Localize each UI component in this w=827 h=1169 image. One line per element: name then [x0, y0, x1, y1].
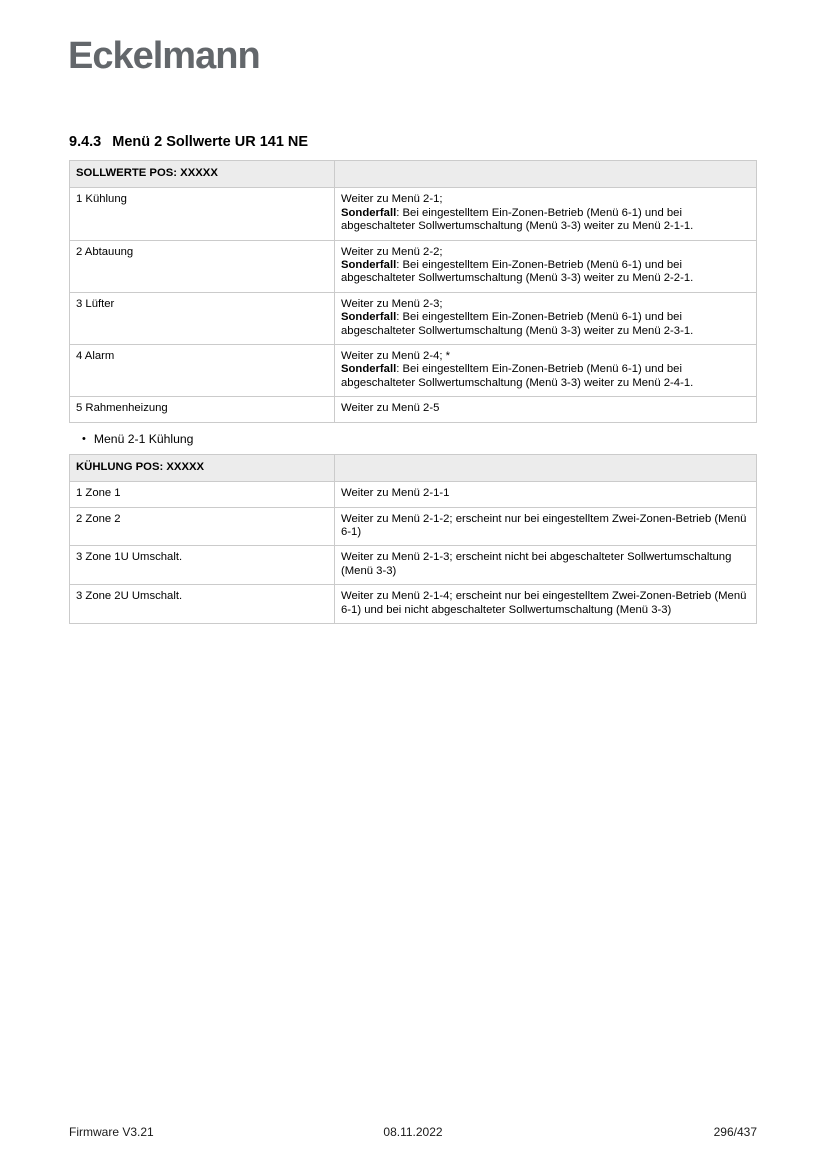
footer-firmware-version: Firmware V3.21: [69, 1125, 154, 1139]
table-row: [70, 240, 757, 292]
section-title: Menü 2 Sollwerte UR 141 NE: [112, 134, 309, 150]
page-content: [69, 160, 757, 624]
sonderfall-text: : Bei eingestelltem Ein-Zonen-Betrieb (Menü 6-1) und bei abgeschalteter Sollwertumschaltung (Menü 3-3) weiter zu Menü 2-4-1.: [341, 363, 694, 389]
description-cell: [335, 188, 757, 240]
menu-item-cell: 2 Zone 2: [70, 507, 335, 546]
description-line: [341, 363, 749, 390]
footer-page-number: 296/437: [713, 1125, 757, 1139]
sonderfall-label: Sonderfall: [341, 206, 397, 219]
description-cell: Weiter zu Menü 2-1-4; erscheint nur bei eingestelltem Zwei-Zonen-Betrieb (Menü 6-1) und bei nicht abgeschalteter Sollwertumschaltung (Menü 3-3): [335, 585, 757, 624]
description-line: [341, 311, 749, 338]
table-row: [70, 546, 757, 585]
description-line: Weiter zu Menü 2-2;: [341, 245, 443, 258]
table-row: [70, 507, 757, 546]
menu-item-cell: 1 Zone 1: [70, 482, 335, 507]
sonderfall-label: Sonderfall: [341, 311, 397, 324]
bullet-icon: •: [82, 432, 86, 445]
menu-item-cell: 3 Zone 1U Umschalt.: [70, 546, 335, 585]
footer-date: 08.11.2022: [383, 1125, 443, 1139]
table-header-row: [70, 454, 757, 481]
table-header-cell: KÜHLUNG POS: XXXXX: [70, 454, 335, 481]
menu-item-cell: 2 Abtauung: [70, 240, 335, 292]
bullet-list-item: [82, 432, 757, 446]
description-cell: Weiter zu Menü 2-1-1: [335, 482, 757, 507]
description-cell: Weiter zu Menü 2-1-3; erscheint nicht bei abgeschalteter Sollwertumschaltung (Menü 3-3): [335, 546, 757, 585]
menu-item-cell: 4 Alarm: [70, 345, 335, 397]
table-header-cell: SOLLWERTE POS: XXXXX: [70, 161, 335, 188]
menu-item-cell: 3 Lüfter: [70, 292, 335, 344]
sollwerte-table: [69, 160, 757, 423]
menu-item-cell: 1 Kühlung: [70, 188, 335, 240]
description-line: Weiter zu Menü 2-4; *: [341, 350, 451, 363]
description-cell: [335, 292, 757, 344]
company-logo: Eckelmann: [68, 35, 260, 77]
sonderfall-label: Sonderfall: [341, 363, 397, 376]
description-cell: [335, 397, 757, 422]
table-header-cell-empty: [335, 454, 757, 481]
menu-item-cell: 3 Zone 2U Umschalt.: [70, 585, 335, 624]
table-row: [70, 397, 757, 422]
sonderfall-text: : Bei eingestelltem Ein-Zonen-Betrieb (Menü 6-1) und bei abgeschalteter Sollwertumschaltung (Menü 3-3) weiter zu Menü 2-3-1.: [341, 311, 694, 337]
description-line: Weiter zu Menü 2-5: [341, 402, 440, 415]
menu-item-cell: 5 Rahmenheizung: [70, 397, 335, 422]
description-cell: [335, 240, 757, 292]
kuehlung-table: [69, 454, 757, 624]
bullet-label: Menü 2-1 Kühlung: [93, 431, 194, 446]
description-line: Weiter zu Menü 2-1;: [341, 193, 443, 206]
description-cell: Weiter zu Menü 2-1-2; erscheint nur bei eingestelltem Zwei-Zonen-Betrieb (Menü 6-1): [335, 507, 757, 546]
table-row: [70, 482, 757, 507]
table-row: [70, 345, 757, 397]
description-line: Weiter zu Menü 2-3;: [341, 297, 443, 310]
table-row: [70, 188, 757, 240]
sonderfall-text: : Bei eingestelltem Ein-Zonen-Betrieb (Menü 6-1) und bei abgeschalteter Sollwertumschaltung (Menü 3-3) weiter zu Menü 2-2-1.: [341, 259, 694, 285]
description-cell: [335, 345, 757, 397]
table-header-cell-empty: [335, 161, 757, 188]
table-row: [70, 585, 757, 624]
table-header-row: [70, 161, 757, 188]
section-number: 9.4.3: [69, 134, 102, 150]
sonderfall-text: : Bei eingestelltem Ein-Zonen-Betrieb (Menü 6-1) und bei abgeschalteter Sollwertumschaltung (Menü 3-3) weiter zu Menü 2-1-1.: [341, 206, 694, 233]
sonderfall-label: Sonderfall: [341, 259, 397, 272]
section-heading: [69, 134, 308, 150]
table-row: [70, 292, 757, 344]
description-line: [341, 207, 749, 234]
description-line: [341, 259, 749, 286]
